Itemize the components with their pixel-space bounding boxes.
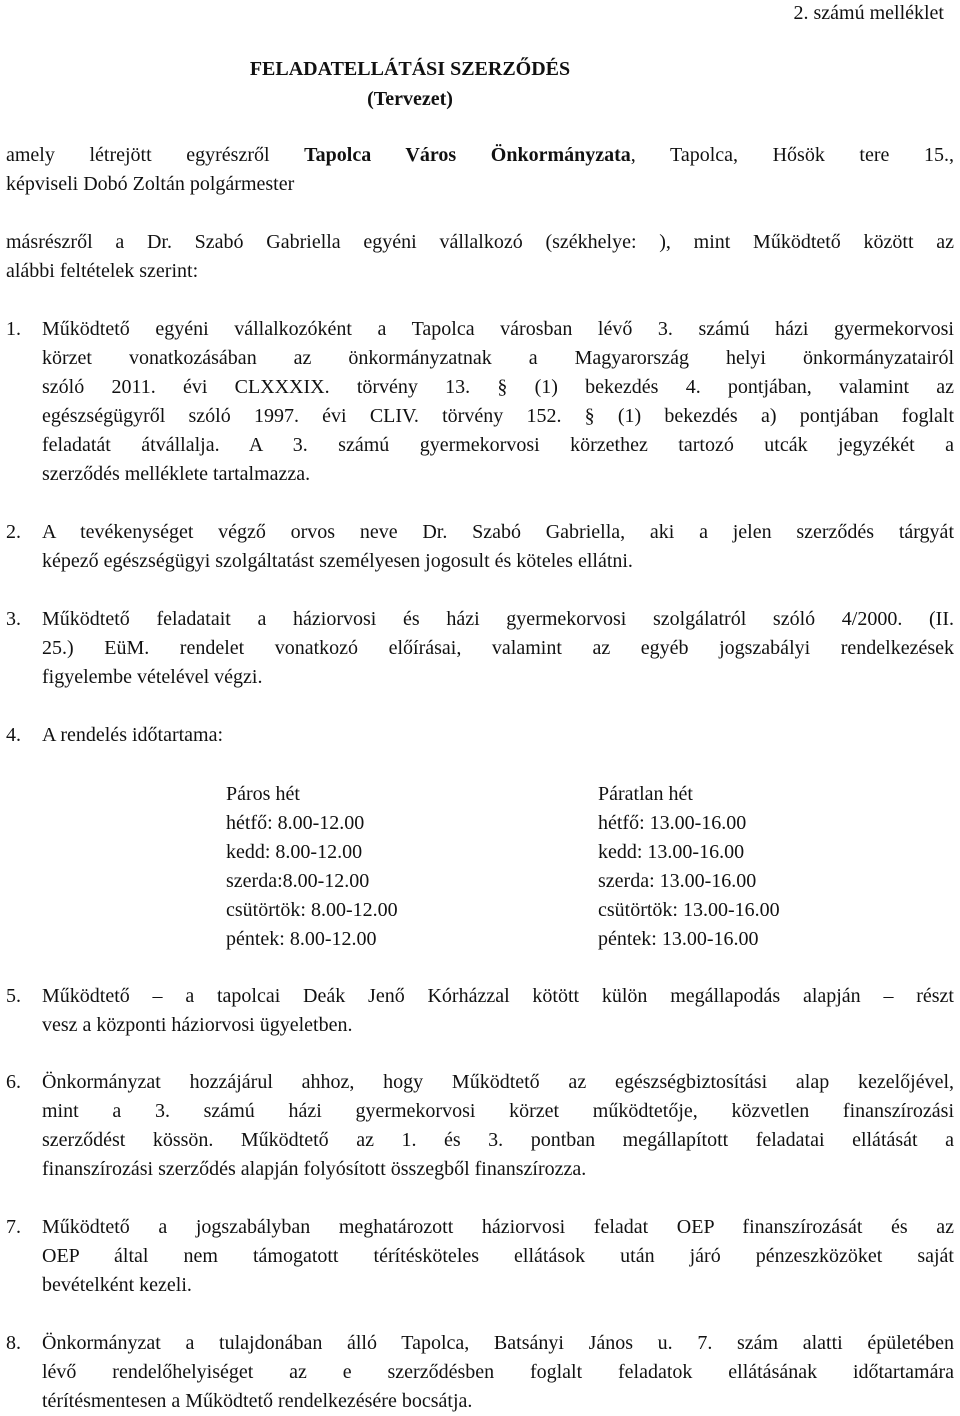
clause-3 [6,605,954,692]
clause-body [42,315,954,489]
clause-number: 7. [6,1216,21,1238]
clause-line: 25.) EüM. rendelet vonatkozó előírásai, valamint az egyéb jogszabályi rendelkezések [42,637,954,659]
clause-body [42,1329,954,1416]
clause-body [42,1068,954,1184]
clause-line: finanszírozási szerződés alapján folyósított összegből finanszírozza. [42,1158,587,1180]
clause-number: 6. [6,1071,21,1093]
clause-line: Önkormányzat hozzájárul ahhoz, hogy Működtető az egészségbiztosítási alap kezelőjével, [42,1071,954,1093]
clause-line: Működtető feladatait a háziorvosi és házi gyermekorvosi szolgálatról szóló 4/2000. (II. [42,608,954,630]
schedule-row: péntek: 8.00-12.00 [226,928,377,950]
clause-number: 3. [6,608,21,630]
schedule-row: péntek: 13.00-16.00 [598,928,759,950]
annex-label: 2. számú melléklet [793,2,944,24]
party-2-line-1: másrészről a Dr. Szabó Gabriella egyéni vállalkozó (székhelye: ), mint Működtető között az [6,231,954,253]
clause-line: szóló 2011. évi CLXXXIX. törvény 13. § (1) bekezdés 4. pontjában, valamint az [42,376,954,398]
schedule-row: hétfő: 8.00-12.00 [226,812,365,834]
schedule-row: csütörtök: 8.00-12.00 [226,899,398,921]
municipality-name: Tapolca Város Önkormányzata [304,144,631,166]
clause-4 [6,721,954,750]
clause-6 [6,1068,954,1184]
odd-week-heading: Páratlan hét [598,783,693,805]
clause-line: OEP által nem támogatott térítésköteles ellátások után járó pénzeszközöket saját [42,1245,954,1267]
document-title: FELADATELLÁTÁSI SZERZŐDÉS [249,58,571,80]
clause-body [42,721,954,750]
clause-line: lévő rendelőhelyiséget az e szerződésben foglalt feladatok ellátásának időtartamára [42,1361,954,1383]
schedule-row: szerda: 13.00-16.00 [598,870,757,892]
clause-line: képező egészségügyi szolgáltatást személyesen jogosult és köteles ellátni. [42,550,633,572]
clause-number: 1. [6,318,21,340]
party-1-line-2: képviseli Dobó Zoltán polgármester [6,173,295,195]
clause-5 [6,982,954,1040]
schedule-row: hétfő: 13.00-16.00 [598,812,747,834]
clause-line: egészségügyről szóló 1997. évi CLIV. törvény 152. § (1) bekezdés a) pontjában foglalt [42,405,954,427]
clause-7 [6,1213,954,1300]
clause-line: A tevékenységet végző orvos neve Dr. Szabó Gabriella, aki a jelen szerződés tárgyát [42,521,954,543]
clause-line: mint a 3. számú házi gyermekorvosi körzet működtetője, közvetlen finanszírozási [42,1100,954,1122]
clause-line: szerződést kössön. Működtető az 1. és 3. pontban megállapított feladatai ellátását a [42,1129,954,1151]
clause-body [42,518,954,576]
clause-line: bevételként kezeli. [42,1274,192,1296]
clause-body [42,982,954,1040]
schedule-row: kedd: 13.00-16.00 [598,841,745,863]
clause-2 [6,518,954,576]
clause-1 [6,315,954,489]
clause-body [42,605,954,692]
schedule-row: szerda:8.00-12.00 [226,870,370,892]
clause-line: Működtető – a tapolcai Deák Jenő Kórházzal kötött külön megállapodás alapján – részt [42,985,954,1007]
party-2-paragraph [6,228,954,286]
clause-line: Működtető a jogszabályban meghatározott háziorvosi feladat OEP finanszírozását és az [42,1216,954,1238]
party-2-line-2: alábbi feltételek szerint: [6,260,199,282]
odd-week-column [598,780,780,954]
document-subtitle: (Tervezet) [367,88,453,110]
even-week-column [226,780,398,954]
party-1-line-1: amely létrejött egyrészről Tapolca Város Önkormányzata, Tapolca, Hősök tere 15., [6,144,954,166]
clause-line: Működtető egyéni vállalkozóként a Tapolca városban lévő 3. számú házi gyermekorvosi [42,318,954,340]
clause-line: feladatát átvállalja. A 3. számú gyermekorvosi körzethez tartozó utcák jegyzékét a [42,434,954,456]
party-1-paragraph [6,141,954,199]
clause-number: 5. [6,985,21,1007]
clause-line: figyelembe vételével végzi. [42,666,263,688]
schedule-row: kedd: 8.00-12.00 [226,841,363,863]
clause-line: vesz a központi háziorvosi ügyeletben. [42,1014,353,1036]
clause-number: 8. [6,1332,21,1354]
clause-line: A rendelés időtartama: [42,724,224,746]
schedule-row: csütörtök: 13.00-16.00 [598,899,780,921]
clause-line: Önkormányzat a tulajdonában álló Tapolca, Batsányi János u. 7. szám alatti épületében [42,1332,954,1354]
clause-line: körzet vonatkozásában az önkormányzatnak a Magyarország helyi önkormányzatairól [42,347,954,369]
clause-line: szerződés melléklete tartalmazza. [42,463,311,485]
clause-body [42,1213,954,1300]
clause-number: 2. [6,521,21,543]
clause-number: 4. [6,724,21,746]
even-week-heading: Páros hét [226,783,300,805]
clause-8 [6,1329,954,1416]
clause-line: térítésmentesen a Működtető rendelkezésére bocsátja. [42,1390,473,1412]
